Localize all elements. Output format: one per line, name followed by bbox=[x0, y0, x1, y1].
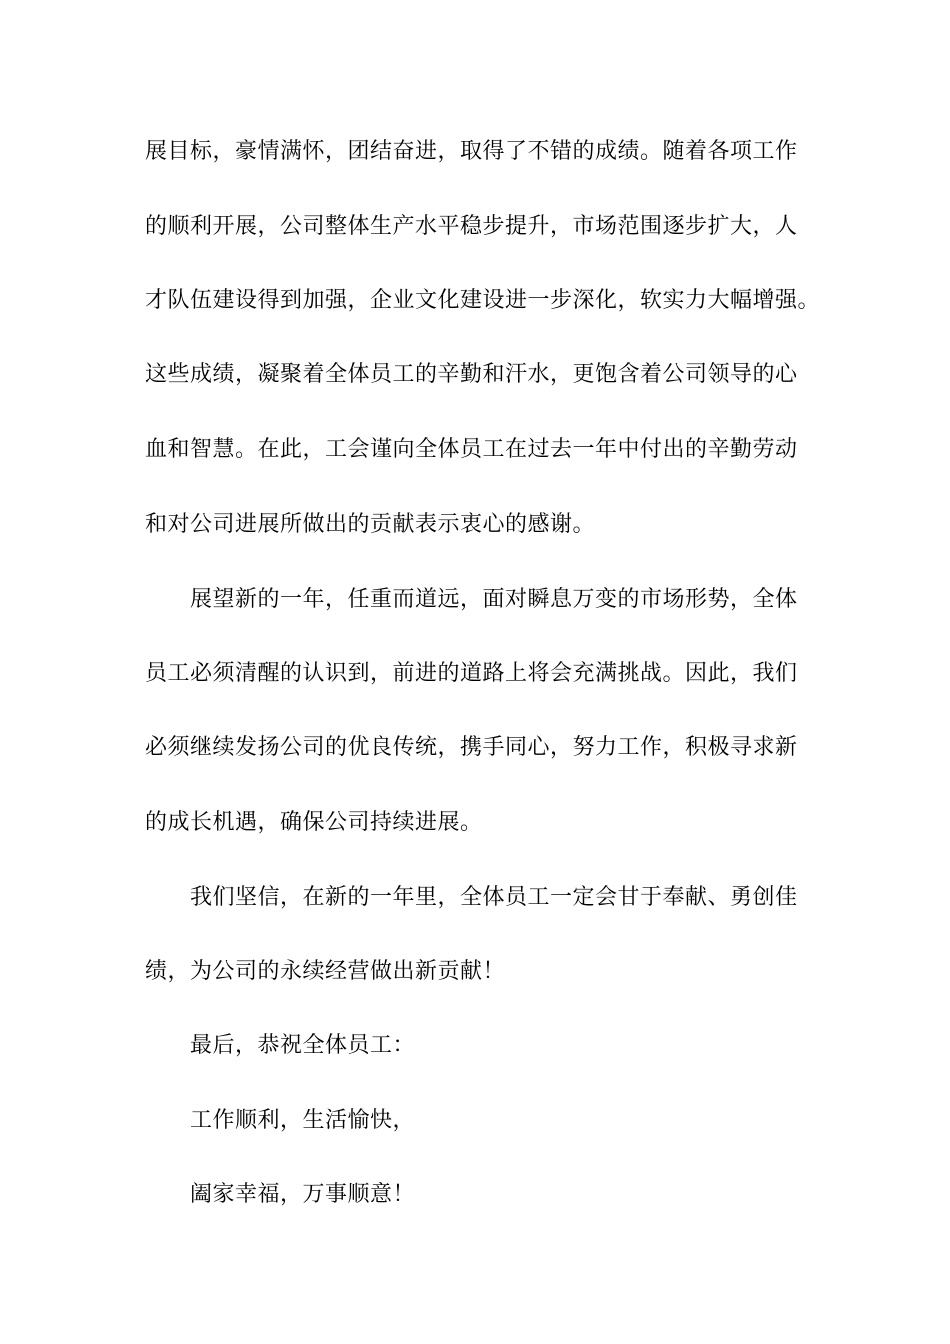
text-line: 的顺利开展，公司整体生产水平稳步提升，市场范围逐步扩大，人 bbox=[145, 214, 798, 239]
text-line: 员工必须清醒的认识到，前进的道路上将会充满挑战。因此，我们 bbox=[145, 661, 798, 686]
text-line: 这些成绩，凝聚着全体员工的辛勤和汗水，更饱含着公司领导的心 bbox=[145, 362, 798, 387]
text-line: 阖家幸福，万事顺意！ bbox=[190, 1182, 416, 1207]
text-line: 的成长机遇，确保公司持续进展。 bbox=[145, 810, 483, 835]
text-line: 血和智慧。在此，工会谨向全体员工在过去一年中付出的辛勤劳动 bbox=[145, 437, 798, 462]
text-line: 工作顺利，生活愉快， bbox=[190, 1108, 416, 1133]
text-line: 展目标，豪情满怀，团结奋进，取得了不错的成绩。随着各项工作 bbox=[145, 139, 798, 164]
text-line: 展望新的一年，任重而道远，面对瞬息万变的市场形势，全体 bbox=[190, 587, 798, 612]
text-line: 和对公司进展所做出的贡献表示衷心的感谢。 bbox=[145, 512, 596, 537]
text-line: 绩，为公司的永续经营做出新贡献！ bbox=[145, 959, 506, 984]
text-line: 才队伍建设得到加强，企业文化建设进一步深化，软实力大幅增强。 bbox=[145, 288, 821, 313]
text-line: 最后，恭祝全体员工： bbox=[190, 1033, 416, 1058]
text-line: 必须继续发扬公司的优良传统，携手同心，努力工作，积极寻求新 bbox=[145, 735, 798, 760]
text-line: 我们坚信，在新的一年里，全体员工一定会甘于奉献、勇创佳 bbox=[190, 885, 798, 910]
